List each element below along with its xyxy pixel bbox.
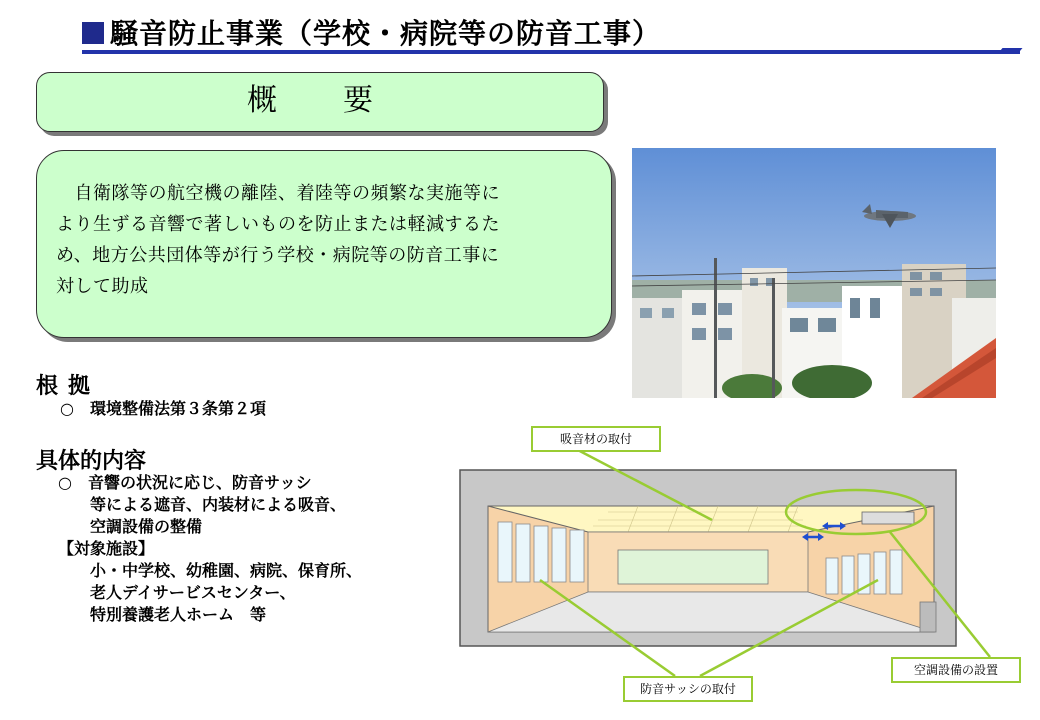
content-line: 等による遮音、内装材による吸音、 — [58, 495, 347, 514]
content-heading: 具体的内容 — [36, 449, 147, 474]
content-line: 小・中学校、幼稚園、病院、保育所、 — [58, 561, 363, 580]
content-line: 空調設備の整備 — [58, 517, 203, 536]
summary-line: め、地方公共団体等が行う学校・病院等の防音工事に — [56, 245, 500, 266]
basis-item: ○ 環境整備法第３条第２項 — [60, 399, 266, 418]
summary-line: 対して助成 — [56, 276, 149, 297]
content-line: 老人デイサービスセンター、 — [58, 583, 296, 602]
content-line: 特別養護老人ホーム 等 — [58, 605, 267, 624]
basis-heading: 根拠 — [36, 374, 101, 399]
content-line: ○ 音響の状況に応じ、防音サッシ — [58, 473, 312, 492]
summary-line: 自衛隊等の航空機の離陸、着陸等の頻繁な実施等に — [56, 183, 500, 204]
summary-line: より生ずる音響で著しいものを防止または軽減するた — [56, 214, 500, 235]
content-line: 【対象施設】 — [58, 539, 155, 558]
overview-heading: 概 要 — [247, 83, 391, 118]
callout-soundproof-sash: 防音サッシの取付 — [623, 676, 753, 702]
page-title-text: 騒音防止事業（学校・病院等の防音工事） — [110, 17, 662, 50]
callout-air-conditioning: 空調設備の設置 — [891, 657, 1021, 683]
callout-sound-absorbing: 吸音材の取付 — [531, 426, 661, 452]
